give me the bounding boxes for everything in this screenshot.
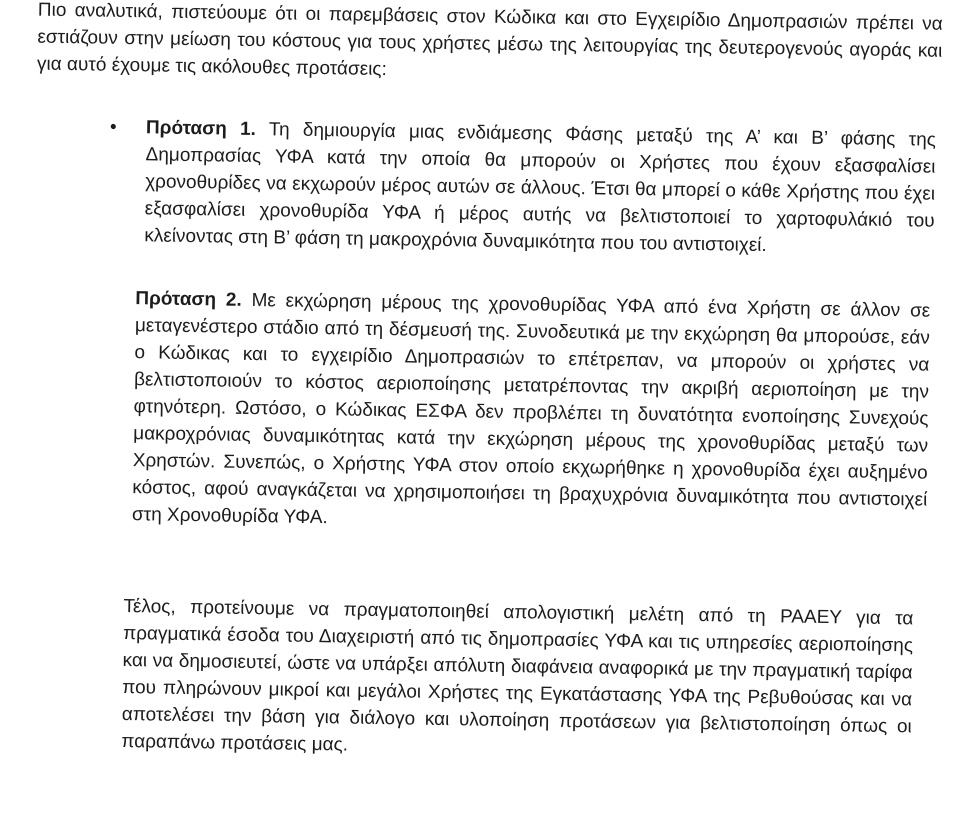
intro-paragraph: Πιο αναλυτικά, πιστεύουμε ότι οι παρεμβάσεις στον Κώδικα και στο Εγχειρίδιο Δημοπρασιών πρέπει να εστιάζουν στην μείωση του κόστους για τους χρήστες μέσω της λειτουργίας της δευτερογενούς αγοράς και για αυτό έχουμε τις ακόλουθες προτάσεις:: [36, 0, 943, 81]
proposal-1-text: Τη δημιουργία μιας ενδιάμεσης Φάσης μεταξύ της Α’ και Β’ φάσης της Δημοπρασίας ΥΦΑ κατά την οποία θα μπορούν οι Χρήστες που έχουν εξασφαλίσει χρονοθυρίδες να εκχωρούν μέρος αυτών σε άλλους. Έτσι θα μπορεί ο κάθε Χρήστης που έχει εξασφαλίσει χρονοθυρίδα ΥΦΑ ή μέρος αυτής να βελτιστοποιεί το χαρτοφυλάκιό του κλείνοντας στη Β’ φάση τη μακροχρόνια δυναμικότητα που του αντιστοιχεί.: [144, 119, 937, 257]
proposal-1-paragraph: [144, 114, 936, 261]
proposal-2-heading: Πρόταση 2.: [135, 288, 242, 311]
bullet-icon: •: [109, 116, 117, 138]
proposal-1-heading: Πρόταση 1.: [145, 117, 257, 141]
proposal-2-text: Με εκχώρηση μέρους της χρονοθυρίδας ΥΦΑ από ένα Χρήστη σε άλλον σε μεταγενέστερο στάδιο από τη δέσμευσή της. Συνοδευτικά με την εκχώρηση θα μπορούσε, εάν ο Κώδικας και το εγχειρίδιο Δημοπρασιών το επέτρεπαν, να μπορούν οι χρήστες να βελτιστοποιούν το κόστος αεριοποίησης μετατρέποντας την ακριβή αεριοποίηση με την φτηνότερη. Ωστόσο, ο Κώδικας ΕΣΦΑ δεν προβλέπει τη δυνατότητα ενοποίησης Συνεχούς μακροχρόνιας δυναμικότητας κατά την εκχώρηση μέρους της χρονοθυρίδας μεταξύ των Χρηστών. Συνεπώς, ο Χρήστης ΥΦΑ στον οποίο εκχωρήθηκε η χρονοθυρίδα έχει αυξημένο κόστος, αφού αναγκάζεται να χρησιμοποιήσει τη βραχυχρόνια δυναμικότητα που αντιστοιχεί στη Χρονοθυρίδα ΥΦΑ.: [131, 289, 931, 529]
closing-paragraph: Τέλος, προτείνουμε να πραγματοποιηθεί απολογιστική μελέτη από τη ΡΑΑΕΥ για τα πραγματικά έσοδα του Διαχειριστή από τις δημοπρασίες ΥΦΑ και τις υπηρεσίες αεριοποίησης και να δημοσιευτεί, ώστε να υπάρξει απόλυτη διαφάνεια αναφορικά με την πραγματική ταρίφα που πληρώνουν μικροί και μεγάλοι Χρήστες της Εγκατάστασης ΥΦΑ της Ρεβυθούσας και να αποτελέσει την βάση για διάλογο και υλοποίηση προτάσεων για βελτιστοποίηση όπως οι παραπάνω προτάσεις μας.: [121, 596, 914, 756]
proposal-2-paragraph: [132, 285, 931, 540]
